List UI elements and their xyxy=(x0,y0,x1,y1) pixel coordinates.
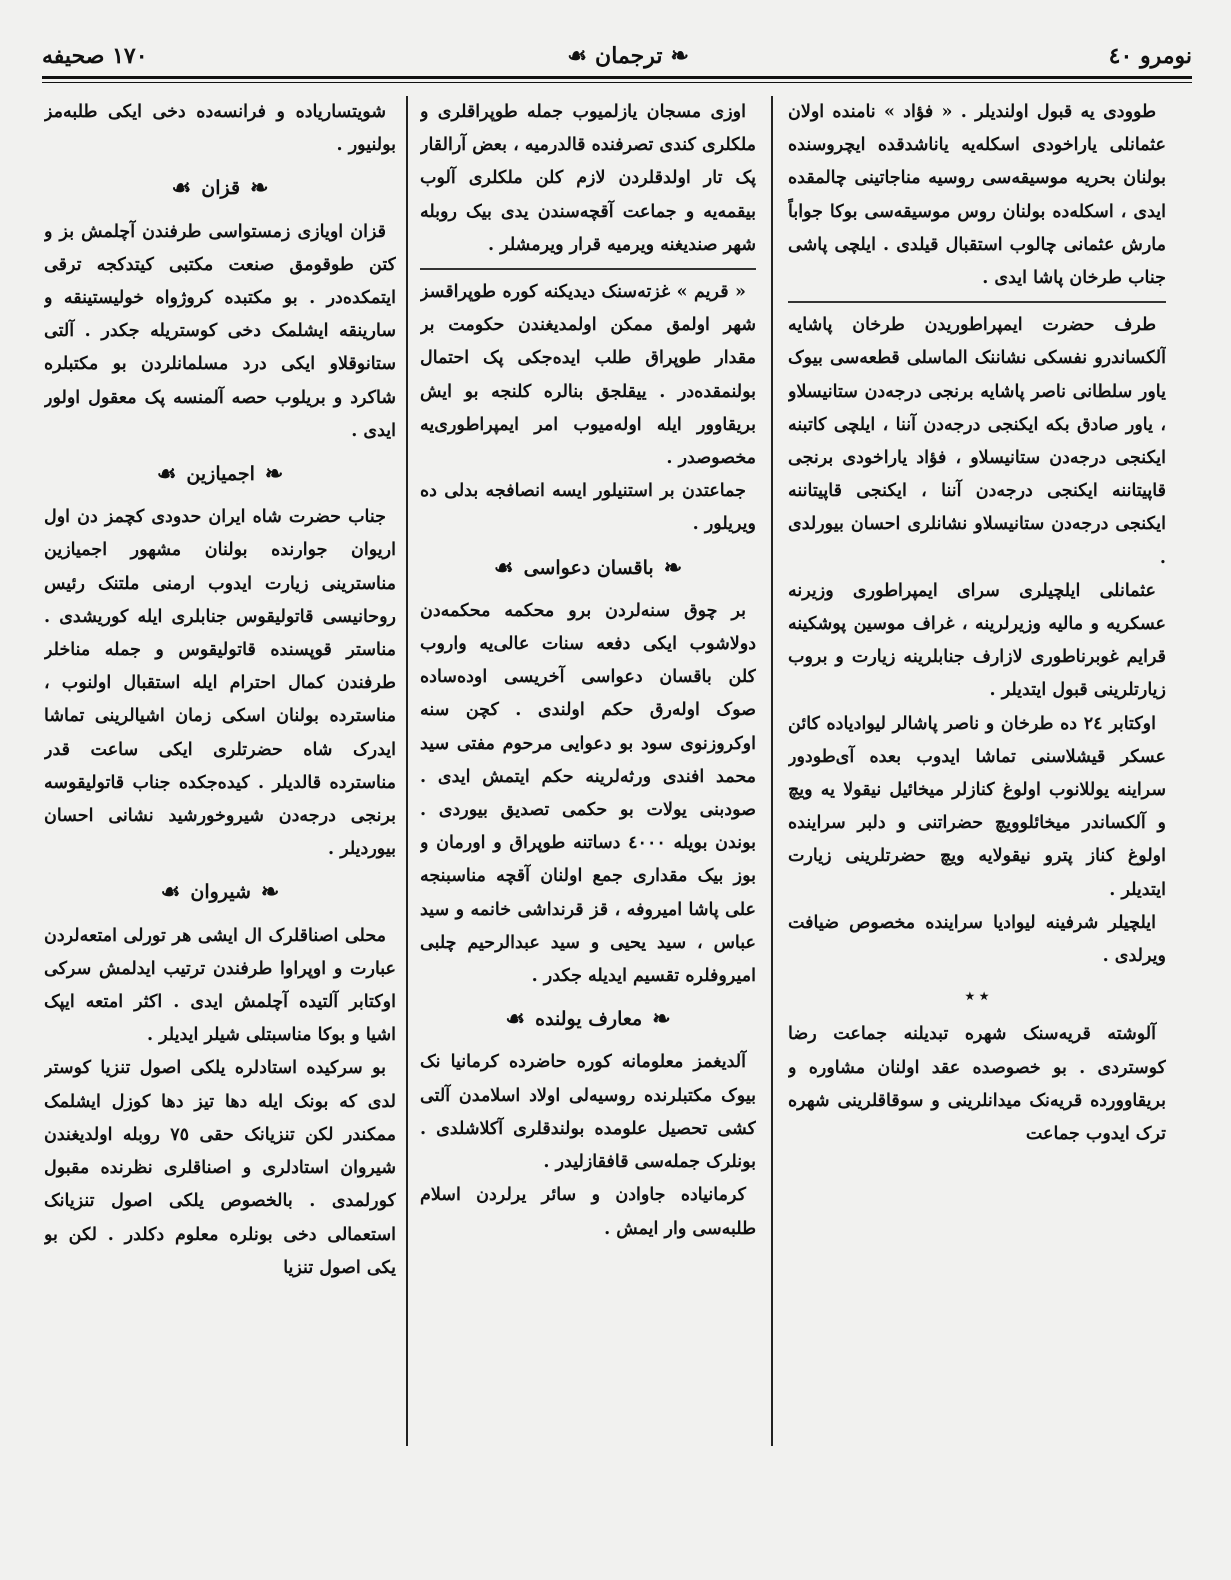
paragraph: محلی اصناقلرک ال ایشی هر تورلی امتعه‌لردن عبارت و اوپراوا طرفندن ترتیب ایدلمش سرکی اوکتابر آلتیده آچلمش ایدی . اکثر امتعه ایپک اشیا و بوکا مناسبتلی شیلر ایدیلر . xyxy=(44,925,396,1046)
section-heading xyxy=(44,172,396,205)
paragraph: کرمانیاده جاوادن و سائر یرلردن اسلام طلبه‌سی وار ایمش . xyxy=(420,1185,756,1239)
paragraph: « قریم » غزته‌سنک دیدیکنه کوره طوپراقسز شهر اولمق ممکن اولمدیغندن حکومت بر مقدار طوپراق طلب ایده‌جکی پک احتمال بولنمقده‌در . ییقلجق بنالره کلنجه بو ایش بریقاوور ایله اوله‌میوب امر ایمپراطوری‌یه مخصوصدر . xyxy=(420,282,756,469)
section-title: باقسان دعواسی xyxy=(523,556,654,579)
issue-number: نومرو ٤٠ xyxy=(1108,43,1192,69)
section-title: اجمیازین xyxy=(186,463,255,486)
paragraph: طرف حضرت ایمپراطوریدن طرخان پاشایه آلکساندرو نفسکی نشاننک الماسلی قطعه‌سی بیوک یاور سلطانی ناصر پاشایه برنجی درجه‌دن ستانیسلاو ، یاور صادق بکه ایکنجی درجه‌دن آننا ، ایلچی کاتبنه ایکنجی درجه‌دن ستانیسلاو ، فؤاد یاراخودی برنجی قاپیتاننه ایکنجی درجه‌دن آننا ، ایکنجی قاپیتاننه ایکنجی درجه‌دن ستانیسلاو نشانلری احسان بیورلدی . xyxy=(788,315,1166,568)
section-title: قزان xyxy=(201,177,241,200)
paragraph: اوزی مسجان یازلمیوب جمله طوپراقلری و ملکلری کندی تصرفنده قالدرمیه ، بعض آرالقار پک تار اولدقلردن لازم کلن ملکلری آلوب بیقمه‌یه و جماعت آقچه‌سندن یدی بیک روبله شهر صندیغنه ویرمیه قرار ویرمشلر . xyxy=(420,102,756,255)
section-heading xyxy=(420,552,756,585)
ornament-icon: ❧ xyxy=(264,461,284,488)
section-heading xyxy=(44,458,396,491)
masthead-center xyxy=(567,43,689,69)
paragraph: بر چوق سنه‌لردن برو محکمه محکمه‌دن دولاشوب ایکی دفعه سنات عالی‌یه واروب کلن باقسان دعواسی آخریسی اوده‌ساده صوک اوله‌رق حکم اولندی . کچن سنه اوکروزنوی سود بو دعوایی مرحوم مفتی سید محمد افندی ورثه‌لرینه حکم ایتمش ایدی . صودبنی یولات بو حکمی تصدیق بیوردی . بوندن بویله ٤٠٠٠ دساتنه طوپراق و اورمان و بوز بیک مقداری جمع اولنان آقچه مناسبنجه علی پاشا امیروفه ، قز قرنداشی خانمه و سید عباس ، سید یحیی و سید عبدالرحیم چلبی امیروفلره تقسیم ایدیله جکدر . xyxy=(420,600,756,987)
ornament-icon: ☙ xyxy=(493,554,514,581)
header-rule xyxy=(42,76,1192,79)
paragraph: بو سرکیده استادلره یلکی اصول تنزیا کوستر لدی که بونک ایله دها تیز دها کوزل ایشلمک ممکندر لکن تنزیانک حقی ٧٥ روبله اولدیغندن شیروان استادلری و اصناقلری نظرنده مقبول کورلمدی . بالخصوص یلکی اصول تنزیانک استعمالی دخی بونلره معلوم دکلدر . لکن بو یکی اصول تنزیا xyxy=(44,1058,396,1278)
ornament-icon: ☙ xyxy=(567,43,588,69)
paragraph: شویتساریاده و فرانسه‌ده دخی ایکی طلبه‌مز بولنیور . xyxy=(44,102,396,156)
column-middle xyxy=(420,96,756,1446)
paragraph: قزان اویازی زمستواسی طرفندن آچلمش بز و کتن طوقومق صنعت مکتبی کیتدکجه ترقی ایتمکده‌در . بو مکتبده کروژواه خولیستینقه و سارینقه ایشلمک دخی کوستریله جکدر . آلتی ستانوقلاو ایکی درد مسلمانلردن بو مکتبلره شاکرد و بریلوب حصه آلمنسه پک معقول اولور ایدی . xyxy=(44,221,396,441)
paragraph: جماعتدن بر استنیلور ایسه انصافجه بدلی ده ویریلور . xyxy=(420,481,756,535)
ornament-icon: ☙ xyxy=(156,461,177,488)
paragraph: ایلچیلر شرفینه لیوادیا سراینده مخصوص ضیافت ویرلدی . xyxy=(788,912,1166,967)
column-rule xyxy=(406,96,408,1446)
ornament-icon: ❧ xyxy=(260,879,280,906)
ornament-icon: ❧ xyxy=(663,554,683,581)
paragraph: اوکتابر ٢٤ ده طرخان و ناصر پاشالر لیوادیاده کائن عسکر قیشلاسنی تماشا ایدوب بعده آی‌طودور سراینه یوللانوب اولوغ کنازلر میخائیل نیقولا یه ویچ و آلکساندر میخائلوویچ حضراتنی و دلبر سراینده اولوغ کناز پترو نیقولایه ویچ حضرتلرینی زیارت ایتدیلر . xyxy=(788,713,1166,900)
paragraph: طوودی یه قبول اولندیلر . « فؤاد » نامنده اولان عثمانلی یاراخودی اسکله‌یه یاناشدقده ایچروسنده بولنان بحریه موسیقه‌سی روسیه مناجاتینی چالمقده ایدی ، اسکله‌ده بولنان روس موسیقه‌سی بوکا جواباً مارش عثمانی چالوب استقبال قیلدی . ایلچی پاشی جناب طرخان پاشا ایدی . xyxy=(788,102,1166,289)
ornament-icon: ❧ xyxy=(652,1006,671,1033)
section-rule xyxy=(420,268,756,270)
section-rule xyxy=(788,301,1166,303)
header-rule-thin xyxy=(42,82,1192,83)
section-heading xyxy=(420,1003,756,1036)
paragraph: عثمانلی ایلچیلری سرای ایمپراطوری وزیرنه عسکریه و مالیه وزیرلرینه ، غراف موسین پوشکینه قرایم غوبرناطوری لازارف جنابلرینه زیارت و بروب زیارتلرینی قبول ایتدیلر . xyxy=(788,580,1166,701)
newspaper-title: ترجمان xyxy=(595,43,663,69)
section-heading xyxy=(44,876,396,909)
masthead xyxy=(42,30,1192,82)
ornament-icon: ❧ xyxy=(670,43,689,69)
separator-stars: ٭ ٭ xyxy=(965,986,989,1006)
ornament-icon: ☙ xyxy=(505,1006,526,1033)
paragraph: جناب حضرت شاه ایران حدودی کچمز دن اول اریوان جوارنده بولنان مشهور اجمیازین مناسترینی زیارت ایدوب ارمنی ملتنک رئیس روحانیسی قاتولیقوس جنابلری ایله کوریشدی . مناستر قوپسنده قاتولیقوس و جمله مناخلر طرفندن کمال احترام ایله استقبال اولنوب ، مناسترده بولنان اسکی زمان اشیالرینی تماشا ایدرک شاه حضرتلری ایکی ساعت قدر مناسترده قالدیلر . کیده‌جکده جناب قاتولیقوسه برنجی درجه‌دن شیروخورشید نشانی احسان بیوردیلر . xyxy=(44,507,396,860)
paragraph: آلوشته قریه‌سنک شهره تبدیلنه جماعت رضا کوستردی . بو خصوصده عقد اولنان مشاوره و بریقاوورده قریه‌نک میدانلرینی و سوقاقلرینی شهره ترک ایدوب جماعت xyxy=(788,1024,1166,1145)
ornament-icon: ☙ xyxy=(171,175,192,202)
section-title: شیروان xyxy=(190,881,251,904)
page-number: ١٧٠ صحیفه xyxy=(42,43,148,69)
ornament-icon: ❧ xyxy=(250,175,269,202)
paragraph: آلدیغمز معلومانه کوره حاضرده کرمانیا نک بیوک مکتبلرنده روسیه‌لی اولاد اسلامدن آلتی کشی تحصیل علومده بولندقلری آکلاشلدی . بونلرک جمله‌سی قافقازلیدر . xyxy=(420,1052,756,1173)
column-rule xyxy=(771,96,773,1446)
column-right xyxy=(788,96,1166,1446)
section-title: معارف یولنده xyxy=(535,1008,643,1031)
ornament-icon: ☙ xyxy=(160,879,181,906)
column-left xyxy=(44,96,396,1446)
